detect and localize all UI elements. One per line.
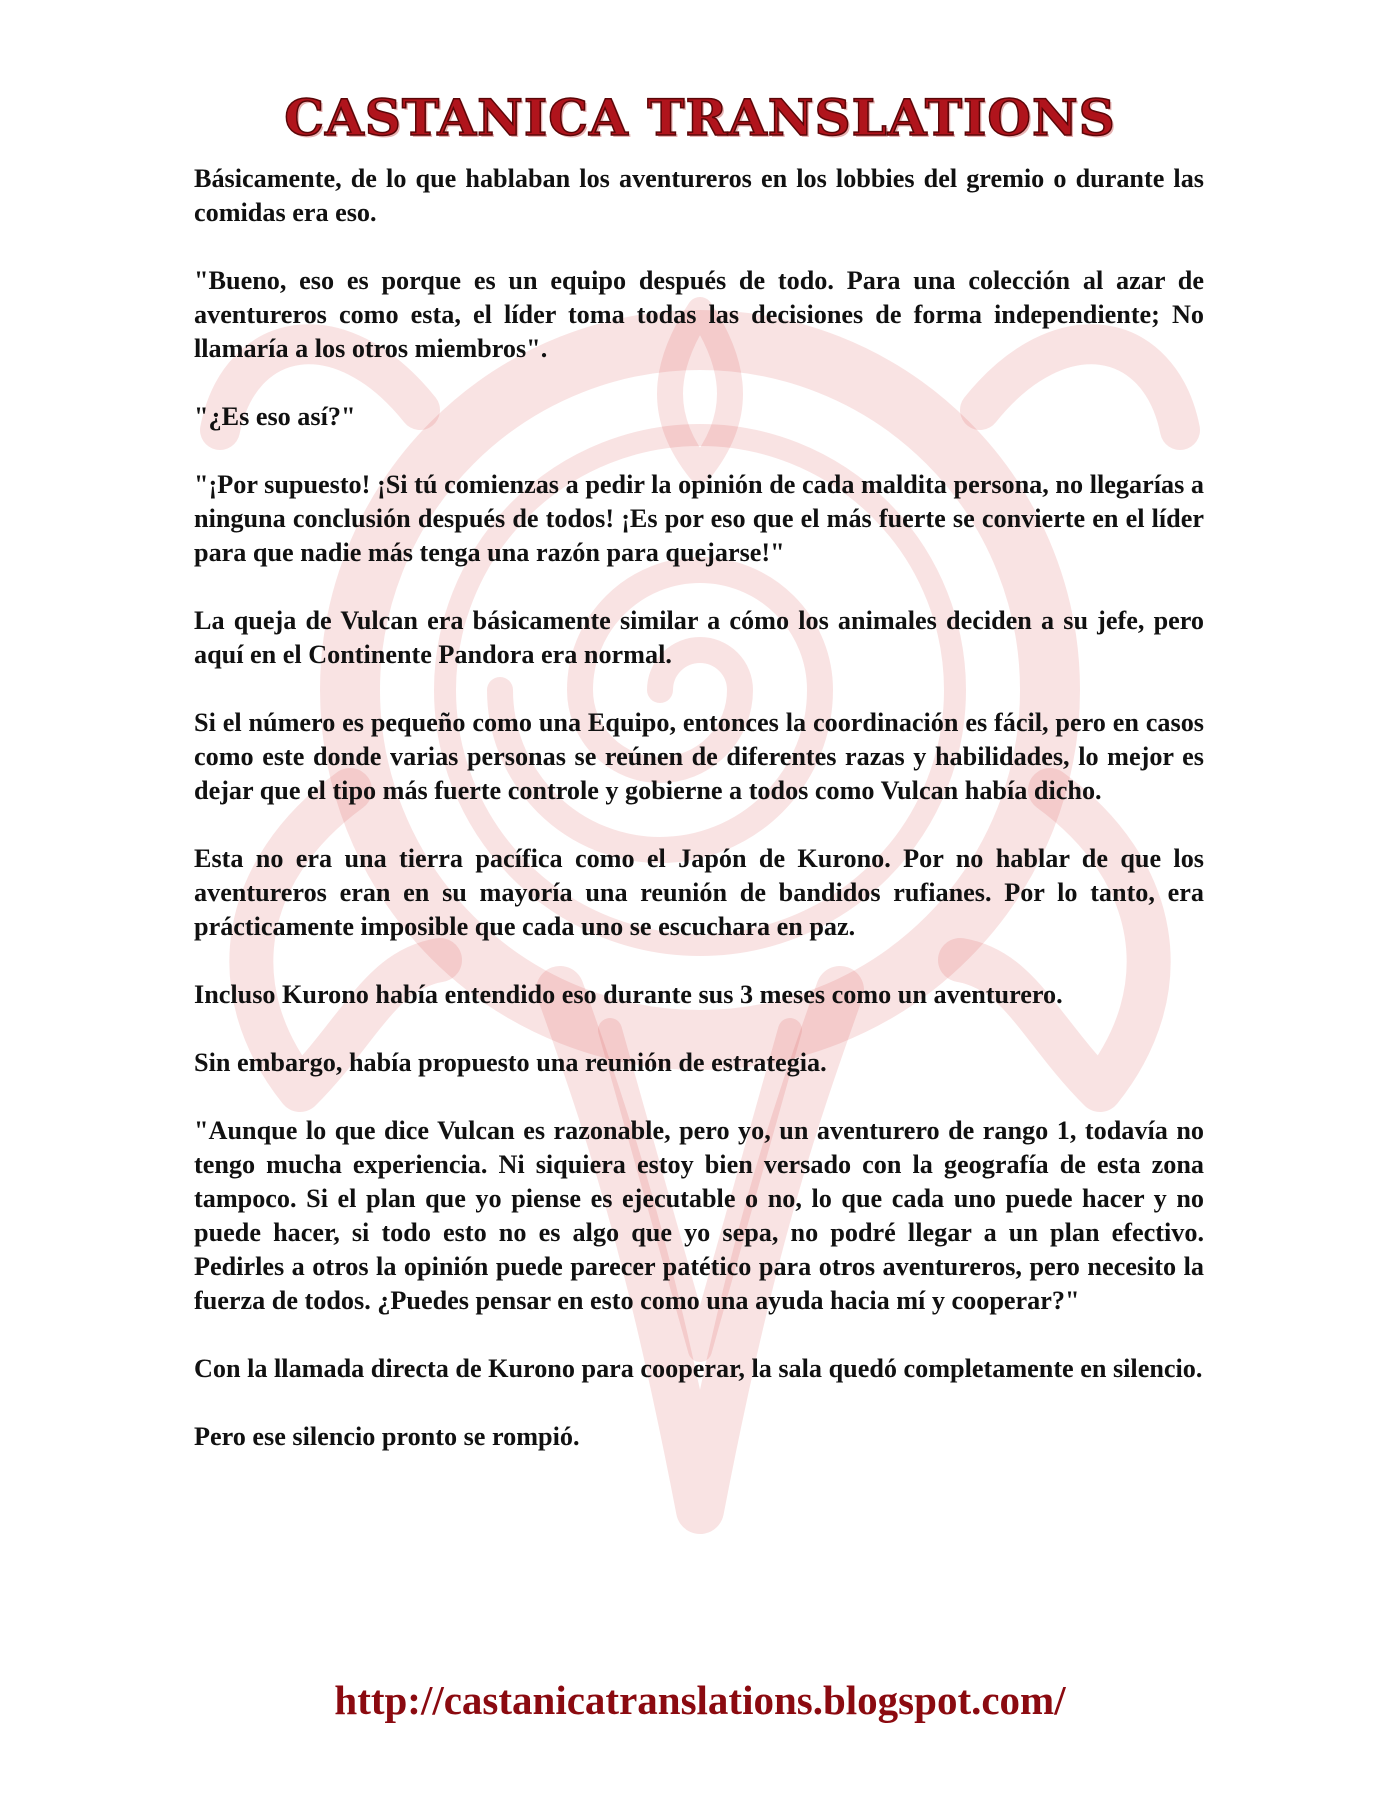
paragraph: "¿Es eso así?" — [194, 402, 356, 431]
document-body — [194, 162, 1204, 1488]
paragraph: Con la llamada directa de Kurono para cooperar, la sala quedó completamente en silencio. — [194, 1354, 1203, 1383]
paragraph: Pero ese silencio pronto se rompió. — [194, 1422, 580, 1451]
paragraph: "¡Por supuesto! ¡Si tú comienzas a pedir la opinión de cada maldita persona, no llegarías a ninguna conclusión después de todos! ¡Es por eso que el más fuerte se convierte en el líder para que nadie más tenga una razón para quejarse!" — [194, 470, 1204, 567]
page-footer — [0, 1676, 1400, 1724]
blog-url-link[interactable]: http://castanicatranslations.blogspot.com/ — [334, 1677, 1066, 1723]
paragraph: Si el número es pequeño como una Equipo, entonces la coordinación es fácil, pero en casos como este donde varias personas se reúnen de diferentes razas y habilidades, lo mejor es dejar que el tipo más fuerte controle y gobierne a todos como Vulcan había dicho. — [194, 708, 1204, 805]
paragraph: Esta no era una tierra pacífica como el Japón de Kurono. Por no hablar de que los aventureros eran en su mayoría una reunión de bandidos rufianes. Por lo tanto, era prácticamente imposible que cada uno se escuchara en paz. — [194, 844, 1204, 941]
paragraph: Incluso Kurono había entendido eso durante sus 3 meses como un aventurero. — [194, 980, 1063, 1009]
page-title: CASTANICA TRANSLATIONS — [284, 88, 1116, 147]
page-header — [0, 88, 1400, 147]
paragraph: Básicamente, de lo que hablaban los aventureros en los lobbies del gremio o durante las comidas era eso. — [194, 164, 1204, 227]
paragraph: "Aunque lo que dice Vulcan es razonable, pero yo, un aventurero de rango 1, todavía no tengo mucha experiencia. Ni siquiera estoy bien versado con la geografía de esta zona tampoco. Si el plan que yo piense es ejecutable o no, lo que cada uno puede hacer y no puede hacer, si todo esto no es algo que yo sepa, no podré llegar a un plan efectivo. Pedirles a otros la opinión puede parecer patético para otros aventureros, pero necesito la fuerza de todos. ¿Puedes pensar en esto como una ayuda hacia mí y cooperar?" — [194, 1116, 1204, 1315]
paragraph: "Bueno, eso es porque es un equipo después de todo. Para una colección al azar de aventureros como esta, el líder toma todas las decisiones de forma independiente; No llamaría a los otros miembros". — [194, 266, 1204, 363]
paragraph: La queja de Vulcan era básicamente similar a cómo los animales deciden a su jefe, pero aquí en el Continente Pandora era normal. — [194, 606, 1204, 669]
paragraph: Sin embargo, había propuesto una reunión de estrategia. — [194, 1048, 827, 1077]
